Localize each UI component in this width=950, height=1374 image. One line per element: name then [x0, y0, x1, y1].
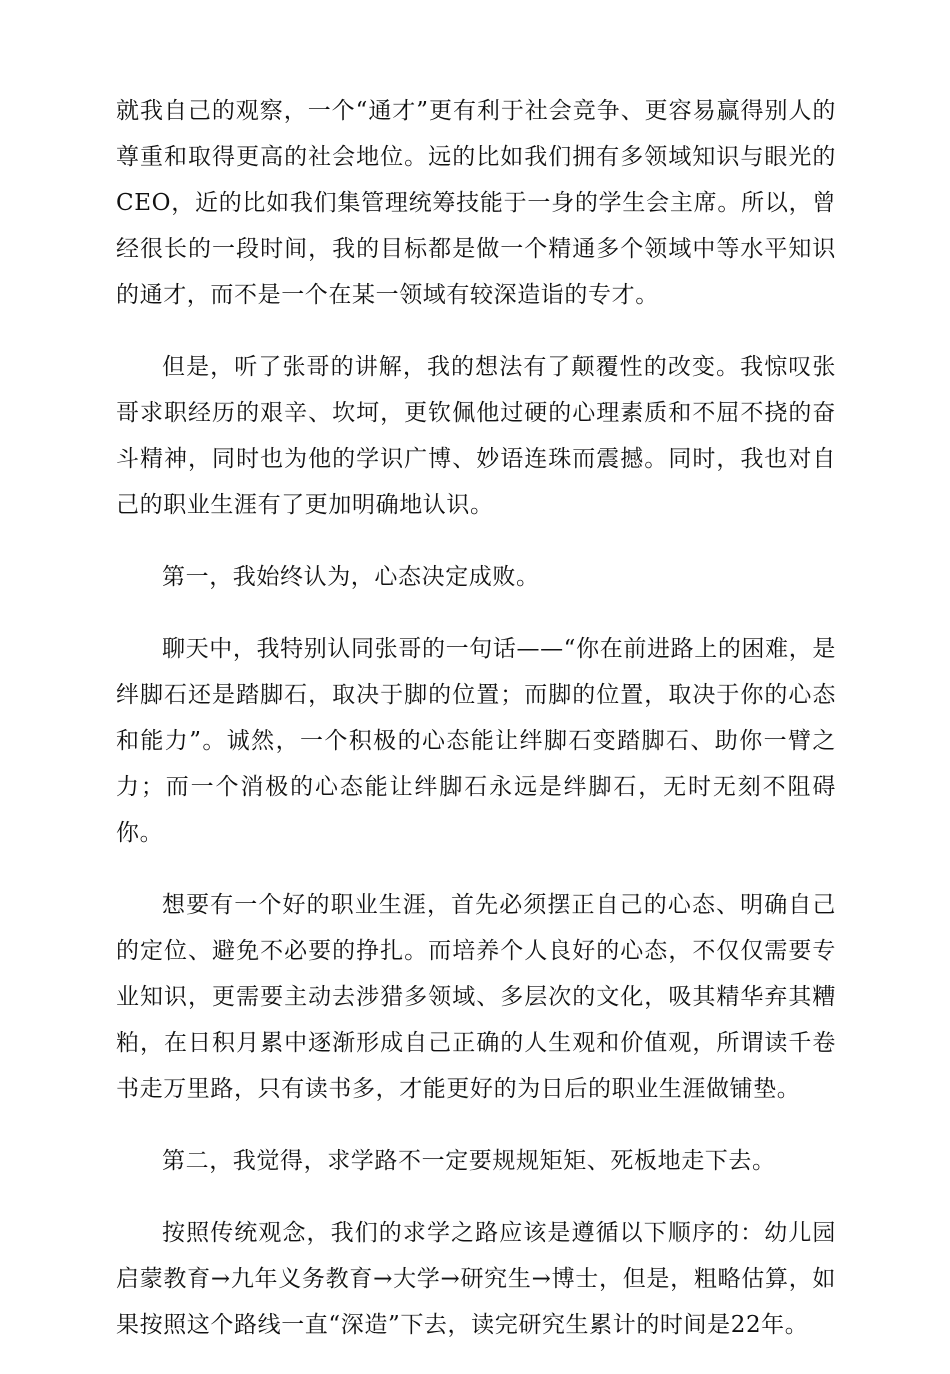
paragraph-3: 第一，我始终认为，心态决定成败。 [162, 564, 540, 590]
paragraph-6: 第二，我觉得，求学路不一定要规规矩矩、死板地走下去。 [162, 1148, 776, 1174]
paragraph-5: 想要有一个好的职业生涯，首先必须摆正自己的心态、明确自己的定位、避免不必要的挣扎。而培养个人良好的心态，不仅仅需要专业知识，更需要主动去涉猎多领域、多层次的文化，吸其精华弃其糟粕，在日积月累中逐渐形成自己正确的人生观和价值观，所谓读千卷书走万里路，只有读书多，才能更好的为日后的职业生涯做铺垫。 [116, 892, 836, 1102]
paragraph-1: 就我自己的观察，一个“通才”更有利于社会竞争、更容易赢得别人的尊重和取得更高的社会地位。远的比如我们拥有多领域知识与眼光的CEO，近的比如我们集管理统筹技能于一身的学生会主席。所以，曾经很长的一段时间，我的目标都是做一个精通多个领域中等水平知识的通才，而不是一个在某一领域有较深造诣的专才。 [116, 98, 836, 308]
paragraph-2: 但是，听了张哥的讲解，我的想法有了颠覆性的改变。我惊叹张哥求职经历的艰辛、坎坷，更钦佩他过硬的心理素质和不屈不挠的奋斗精神，同时也为他的学识广博、妙语连珠而震撼。同时，我也对自己的职业生涯有了更加明确地认识。 [116, 354, 836, 518]
paragraph-7: 按照传统观念，我们的求学之路应该是遵循以下顺序的：幼儿园启蒙教育→九年义务教育→大学→研究生→博士，但是，粗略估算，如果按照这个路线一直“深造”下去，读完研究生累计的时间是22年。 [116, 1220, 836, 1338]
paragraph-4: 聊天中，我特别认同张哥的一句话——“你在前进路上的困难，是绊脚石还是踏脚石，取决于脚的位置；而脚的位置，取决于你的心态和能力”。诚然，一个积极的心态能让绊脚石变踏脚石、助你一臂之力；而一个消极的心态能让绊脚石永远是绊脚石，无时无刻不阻碍你。 [116, 636, 836, 846]
document-body [116, 88, 836, 1374]
